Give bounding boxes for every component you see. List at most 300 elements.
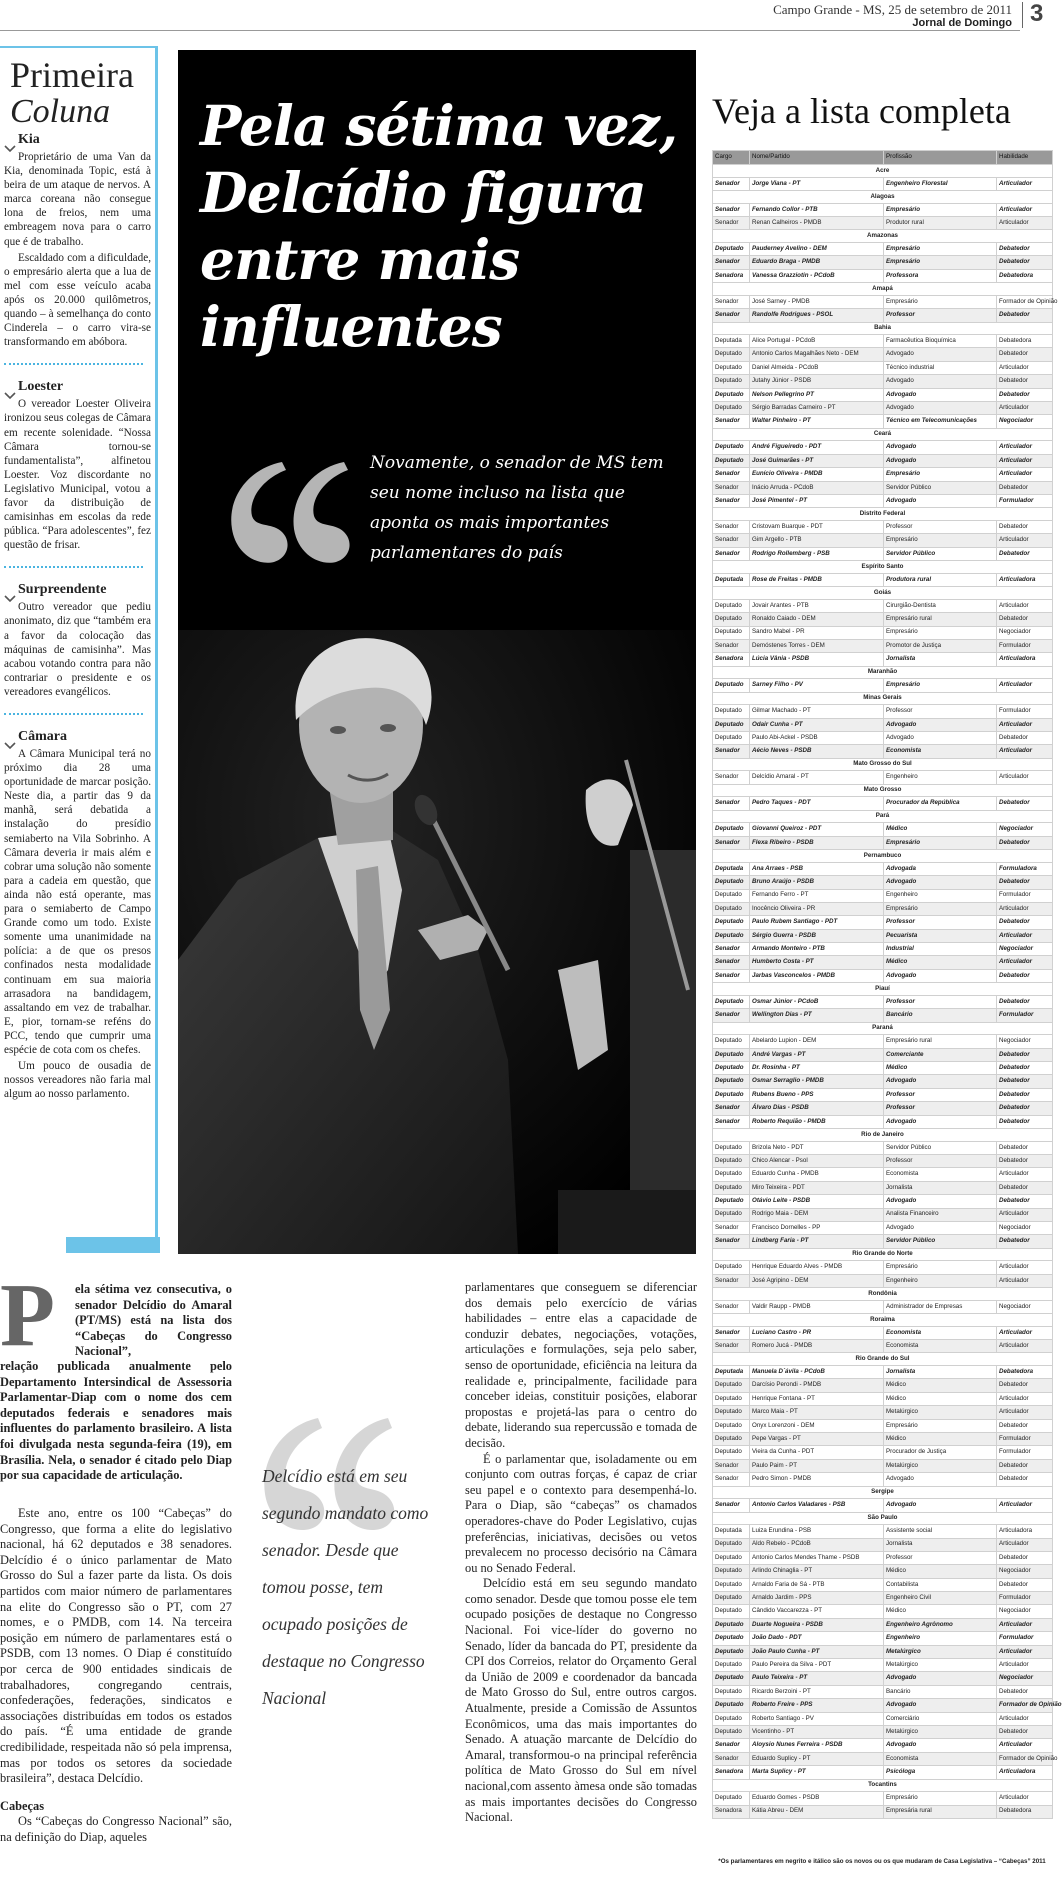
table-cell: Articuladora: [997, 1525, 1053, 1538]
table-row: [713, 599, 1053, 612]
table-cell: Deputado: [713, 679, 750, 692]
table-cell: Engenheiro: [884, 889, 997, 902]
table-cell: Debatedor: [997, 1102, 1053, 1115]
table-cell: Advogado: [884, 732, 997, 745]
article-paragraph: É o parlamentar que, isoladamente ou em conjunto com outras forças, é capaz de criar seu papel e o contexto para desempenhá-lo. Para o Diap, são “cabeças” os chamados operadores-chave do Poder Legislativo, cujas preferências, iniciativas, decisões ou vetos prevalecem no processo decisório na Câmara ou no Senado Federal.: [465, 1451, 697, 1575]
table-cell: Wellington Dias - PT: [750, 1009, 884, 1022]
section-divider: [4, 363, 143, 365]
table-row: [713, 1499, 1053, 1512]
state-row: [713, 1022, 1053, 1035]
table-cell: Deputado: [713, 1725, 750, 1738]
table-row: [713, 1035, 1053, 1048]
note-paragraph: O vereador Loester Oliveira ironizou seus colegas de Câmara em recente solenidade. “Nossa Câmara tornou-se fundamentalista”, alfinetou Loester. Voz discordante no Legislativo Municipal, votou a favor da distribuição de camisinhas em escolas da rede pública. “Para adolescentes”, fez questão de frisar.: [4, 398, 151, 552]
table-row: [713, 494, 1053, 507]
table-cell: Senador: [713, 216, 750, 229]
state-name: Goiás: [713, 587, 1053, 600]
table-cell: Gilmar Machado - PT: [750, 705, 884, 718]
table-row: [713, 626, 1053, 639]
table-cell: Servidor Público: [884, 1235, 997, 1248]
state-name: Rio de Janeiro: [713, 1128, 1053, 1141]
table-cell: Técnico em Telecomunicações: [884, 415, 997, 428]
table-cell: Professor: [884, 1102, 997, 1115]
state-row: [713, 784, 1053, 797]
table-row: [713, 876, 1053, 889]
table-row: [713, 1739, 1053, 1752]
table-row: [713, 1551, 1053, 1564]
table-cell: Deputado: [713, 1659, 750, 1672]
table-cell: Randolfe Rodrigues - PSOL: [750, 309, 884, 322]
table-cell: Economista: [884, 1752, 997, 1765]
table-row: [713, 1181, 1053, 1194]
table-cell: Senadora: [713, 1805, 750, 1818]
table-row: [713, 732, 1053, 745]
table-cell: Senadora: [713, 653, 750, 666]
table-row: [713, 995, 1053, 1008]
table-cell: Advogado: [884, 441, 997, 454]
table-cell: Paulo Pereira da Silva - PDT: [750, 1659, 884, 1672]
table-cell: Comerciário: [884, 1712, 997, 1725]
table-cell: Advogado: [884, 375, 997, 388]
state-name: Pará: [713, 810, 1053, 823]
table-cell: Formulador: [997, 1009, 1053, 1022]
table-cell: Deputado: [713, 1379, 750, 1392]
table-cell: Articulador: [997, 902, 1053, 915]
table-cell: Deputado: [713, 1432, 750, 1445]
table-cell: Debatedor: [997, 1181, 1053, 1194]
table-cell: Articulador: [997, 679, 1053, 692]
table-cell: Senador: [713, 309, 750, 322]
table-cell: Procurador da República: [884, 797, 997, 810]
table-cell: Senador: [713, 481, 750, 494]
state-name: Rondônia: [713, 1288, 1053, 1301]
table-cell: Debatedor: [997, 1062, 1053, 1075]
table-row: [713, 836, 1053, 849]
table-row: [713, 862, 1053, 875]
senator-photo: [178, 630, 696, 1254]
table-cell: Empresário: [884, 1261, 997, 1274]
table-cell: Debatedora: [997, 269, 1053, 282]
table-row: [713, 1326, 1053, 1339]
table-cell: Roberto Santiago - PV: [750, 1712, 884, 1725]
table-cell: Bancário: [884, 1685, 997, 1698]
table-cell: Senador: [713, 203, 750, 216]
table-cell: Eduardo Cunha - PMDB: [750, 1168, 884, 1181]
table-row: [713, 468, 1053, 481]
table-row: [713, 1154, 1053, 1167]
table-cell: Articulador: [997, 1645, 1053, 1658]
table-row: [713, 613, 1053, 626]
table-cell: Professor: [884, 916, 997, 929]
table-cell: Deputado: [713, 1048, 750, 1061]
table-cell: Senador: [713, 177, 750, 190]
note-title: Loester: [18, 379, 64, 395]
table-cell: Deputado: [713, 718, 750, 731]
state-name: Tocantins: [713, 1779, 1053, 1792]
table-cell: Senador: [713, 836, 750, 849]
table-cell: José Guimarães - PT: [750, 454, 884, 467]
table-cell: Debatedor: [997, 242, 1053, 255]
table-cell: Pauderney Avelino - DEM: [750, 242, 884, 255]
table-cell: Deputada: [713, 573, 750, 586]
state-name: Bahia: [713, 322, 1053, 335]
table-row: [713, 534, 1053, 547]
note-title: Kia: [18, 132, 40, 147]
table-row: [713, 1578, 1053, 1591]
table-cell: Empresário: [884, 203, 997, 216]
table-cell: Senador: [713, 1499, 750, 1512]
table-cell: Assistente social: [884, 1525, 997, 1538]
column-header: Nome/Partido: [750, 151, 884, 165]
table-cell: Metalúrgico: [884, 1645, 997, 1658]
table-cell: Delcídio Amaral - PT: [750, 771, 884, 784]
table-cell: Fernando Collor - PTB: [750, 203, 884, 216]
table-cell: Deputado: [713, 1035, 750, 1048]
table-cell: Engenheiro Civil: [884, 1592, 997, 1605]
table-cell: Articulador: [997, 1392, 1053, 1405]
table-cell: Empresário: [884, 295, 997, 308]
table-row: [713, 1406, 1053, 1419]
table-cell: Deputado: [713, 916, 750, 929]
table-cell: Francisco Dornelles - PP: [750, 1221, 884, 1234]
table-cell: Economista: [884, 745, 997, 758]
header-separator: [1022, 2, 1023, 28]
table-cell: Senador: [713, 639, 750, 652]
table-cell: Jornalista: [884, 1538, 997, 1551]
table-cell: Engenheiro Agrônomo: [884, 1618, 997, 1631]
table-cell: Jornalista: [884, 1366, 997, 1379]
article-column-3: [465, 1280, 697, 1826]
table-cell: Articulador: [997, 177, 1053, 190]
quote-mark-icon: [222, 454, 352, 574]
table-cell: Deputado: [713, 388, 750, 401]
table-cell: Professor: [884, 1154, 997, 1167]
table-cell: Deputado: [713, 375, 750, 388]
table-cell: Jorge Viana - PT: [750, 177, 884, 190]
article-column-1: [0, 1506, 232, 1845]
table-cell: Debatedor: [997, 1048, 1053, 1061]
table-cell: Articulador: [997, 929, 1053, 942]
table-cell: Negociador: [997, 1605, 1053, 1618]
table-cell: Debatedora: [997, 1805, 1053, 1818]
table-cell: Daniel Almeida - PCdoB: [750, 361, 884, 374]
table-row: [713, 745, 1053, 758]
table-cell: Articulador: [997, 599, 1053, 612]
table-cell: Deputado: [713, 705, 750, 718]
table-cell: Debatedor: [997, 1419, 1053, 1432]
table-row: [713, 1274, 1053, 1287]
table-cell: Negociador: [997, 626, 1053, 639]
table-cell: Paulo Paim - PT: [750, 1459, 884, 1472]
header-city-date: Campo Grande - MS, 25 de setembro de 2011: [773, 2, 1012, 17]
table-row: [713, 1062, 1053, 1075]
table-row: [713, 1672, 1053, 1685]
table-cell: Luiza Erundina - PSB: [750, 1525, 884, 1538]
table-cell: Odair Cunha - PT: [750, 718, 884, 731]
table-cell: Eduardo Gomes - PSDB: [750, 1792, 884, 1805]
column-note: [4, 132, 151, 349]
table-cell: Formulador: [997, 1432, 1053, 1445]
table-cell: Debatedor: [997, 348, 1053, 361]
table-cell: Deputado: [713, 599, 750, 612]
column-title-line2: Coluna: [10, 93, 111, 130]
table-cell: Flexa Ribeiro - PSDB: [750, 836, 884, 849]
table-row: [713, 177, 1053, 190]
table-cell: Debatedor: [997, 969, 1053, 982]
table-row: [713, 1446, 1053, 1459]
table-cell: Articulador: [997, 361, 1053, 374]
state-row: [713, 1128, 1053, 1141]
table-cell: Deputado: [713, 1699, 750, 1712]
table-cell: Professor: [884, 1088, 997, 1101]
table-cell: Professor: [884, 1551, 997, 1564]
table-cell: Negociador: [997, 1300, 1053, 1313]
state-row: [713, 810, 1053, 823]
table-cell: João Paulo Cunha - PT: [750, 1645, 884, 1658]
table-row: [713, 256, 1053, 269]
note-paragraph: Proprietário de uma Van da Kia, denominada Topic, está à beira de um ataque de nervos. A marca coreana não consegue lona de freios, nem uma embreagem nova para o carro que é de trabalho.: [4, 151, 151, 248]
table-cell: Médico: [884, 1432, 997, 1445]
table-cell: Articulador: [997, 203, 1053, 216]
table-row: [713, 1592, 1053, 1605]
table-cell: Gim Argello - PTB: [750, 534, 884, 547]
chevron-down-icon: [4, 144, 16, 154]
article-lead: ela sétima vez consecutiva, o senador Delcídio do Amaral (PT/MS) está na lista dos “Cabeças do Congresso Nacional”,: [75, 1282, 232, 1359]
table-cell: Jovair Arantes - PTB: [750, 599, 884, 612]
table-cell: Senador: [713, 943, 750, 956]
table-row: [713, 1645, 1053, 1658]
table-row: [713, 1659, 1053, 1672]
section-divider: [4, 713, 143, 715]
table-cell: Articulador: [997, 1208, 1053, 1221]
state-name: Amazonas: [713, 230, 1053, 243]
table-cell: Antonio Carlos Valadares - PSB: [750, 1499, 884, 1512]
chevron-down-icon: [4, 741, 16, 751]
table-cell: Deputado: [713, 1685, 750, 1698]
table-cell: Cirurgião-Dentista: [884, 599, 997, 612]
table-cell: Deputada: [713, 862, 750, 875]
article-paragraph: Este ano, entre os 100 “Cabeças” do Congresso, que forma a elite do legislativo nacional, há 62 deputados e 38 senadores. Delcídio é o único parlamentar de Mato Grosso do Sul a fazer parte da lista. Os dois partidos com maior número de parlamentares na elite do Congresso são o PT, com 27 nomes, e o PMDB, com 14. Na terceira posição em número de parlamentares está o PSDB, com 13 nomes. O Diap é constituído por cerca de 900 entidades sindicais de trabalhadores, congregando centrais, confederações, federações, sindicatos e associações distribuídas em todos os estados do país. “É uma entidade de grande credibilidade, respeitada não só pela imprensa, mas por todos os setores da sociedade brasileira”, destaca Delcídio.: [0, 1506, 232, 1786]
table-row: [713, 481, 1053, 494]
table-cell: Deputado: [713, 1075, 750, 1088]
table-row: [713, 1048, 1053, 1061]
table-cell: Articulador: [997, 1792, 1053, 1805]
table-cell: Aldo Rebelo - PCdoB: [750, 1538, 884, 1551]
table-cell: Antonio Carlos Mendes Thame - PSDB: [750, 1551, 884, 1564]
table-cell: Formulador: [997, 639, 1053, 652]
table-cell: Debatedor: [997, 876, 1053, 889]
state-name: Piauí: [713, 983, 1053, 996]
page-header: [773, 2, 1012, 30]
table-cell: Produtora rural: [884, 573, 997, 586]
table-row: [713, 1300, 1053, 1313]
column-note: [4, 582, 151, 699]
table-row: [713, 388, 1053, 401]
table-cell: Deputado: [713, 1551, 750, 1564]
table-cell: Dr. Rosinha - PT: [750, 1062, 884, 1075]
table-cell: Debatedora: [997, 1366, 1053, 1379]
table-cell: Articulador: [997, 1499, 1053, 1512]
table-cell: Articulador: [997, 468, 1053, 481]
table-cell: Empresário: [884, 1792, 997, 1805]
table-cell: Roberto Freire - PPS: [750, 1699, 884, 1712]
feature-panel: [178, 50, 696, 1254]
table-cell: Empresário: [884, 534, 997, 547]
article-subhead: Cabeças: [0, 1798, 45, 1813]
table-cell: Formulador: [997, 1592, 1053, 1605]
state-row: [713, 1314, 1053, 1327]
table-cell: Formulador: [997, 1632, 1053, 1645]
table-cell: Vicentinho - PT: [750, 1725, 884, 1738]
table-cell: Médico: [884, 956, 997, 969]
table-cell: Deputada: [713, 1366, 750, 1379]
table-cell: Deputado: [713, 1208, 750, 1221]
table-cell: Empresário: [884, 626, 997, 639]
table-cell: Miro Teixeira - PDT: [750, 1181, 884, 1194]
table-cell: Deputado: [713, 1645, 750, 1658]
table-cell: Deputado: [713, 929, 750, 942]
table-cell: Engenheiro Florestal: [884, 177, 997, 190]
state-name: Paraná: [713, 1022, 1053, 1035]
note-paragraph: Um pouco de ousadia de nossos vereadores não faria mal algum ao nosso parlamento.: [4, 1060, 151, 1101]
column-sections: [4, 132, 151, 1101]
state-name: Mato Grosso do Sul: [713, 758, 1053, 771]
table-cell: Debatedor: [997, 995, 1053, 1008]
chevron-down-icon: [4, 391, 16, 401]
table-cell: Bruno Araújo - PSDB: [750, 876, 884, 889]
table-row: [713, 1432, 1053, 1445]
state-row: [713, 983, 1053, 996]
table-cell: Antonio Carlos Magalhães Neto - DEM: [750, 348, 884, 361]
table-cell: Debatedor: [997, 1685, 1053, 1698]
table-cell: Senador: [713, 547, 750, 560]
table-cell: Pepe Vargas - PT: [750, 1432, 884, 1445]
table-cell: Aloysio Nunes Ferreira - PSDB: [750, 1739, 884, 1752]
table-cell: Deputado: [713, 1618, 750, 1631]
table-row: [713, 1605, 1053, 1618]
table-cell: Deputado: [713, 1605, 750, 1618]
table-cell: Debatedor: [997, 797, 1053, 810]
table-cell: Paulo Teixeira - PT: [750, 1672, 884, 1685]
column-header: Habilidade: [997, 151, 1053, 165]
table-cell: Advogado: [884, 1739, 997, 1752]
table-cell: Deputado: [713, 995, 750, 1008]
table-row: [713, 1075, 1053, 1088]
table-cell: Jarbas Vasconcelos - PMDB: [750, 969, 884, 982]
table-row: [713, 1009, 1053, 1022]
table-cell: Deputado: [713, 361, 750, 374]
table-cell: Articulador: [997, 1659, 1053, 1672]
list-footnote: *Os parlamentares em negrito e itálico são os novos ou os que mudaram de Casa Legislativa – “Cabeças” 2011: [718, 1858, 1046, 1865]
table-cell: Metalúrgico: [884, 1406, 997, 1419]
state-name: Maranhão: [713, 666, 1053, 679]
table-cell: Senador: [713, 494, 750, 507]
table-cell: Economista: [884, 1326, 997, 1339]
table-cell: Médico: [884, 1062, 997, 1075]
table-cell: Advogado: [884, 1473, 997, 1486]
table-cell: Deputado: [713, 1419, 750, 1432]
table-cell: Articulador: [997, 1261, 1053, 1274]
table-cell: Professor: [884, 520, 997, 533]
table-cell: Metalúrgico: [884, 1659, 997, 1672]
table-cell: Roberto Requião - PMDB: [750, 1115, 884, 1128]
table-cell: Renan Calheiros - PMDB: [750, 216, 884, 229]
table-header-row: [713, 151, 1053, 165]
table-cell: Servidor Público: [884, 547, 997, 560]
table-cell: Senador: [713, 745, 750, 758]
table-cell: Advogada: [884, 862, 997, 875]
table-cell: Deputado: [713, 402, 750, 415]
table-cell: José Agripino - DEM: [750, 1274, 884, 1287]
table-cell: Debatedor: [997, 388, 1053, 401]
table-cell: Articulador: [997, 402, 1053, 415]
table-cell: Senador: [713, 1235, 750, 1248]
table-cell: Debatedor: [997, 836, 1053, 849]
state-name: Rio Grande do Sul: [713, 1353, 1053, 1366]
table-cell: Empresário: [884, 902, 997, 915]
table-cell: Empresário: [884, 468, 997, 481]
state-name: Acre: [713, 165, 1053, 178]
table-cell: Formador de Opinião: [997, 1699, 1053, 1712]
table-cell: Senador: [713, 1115, 750, 1128]
table-cell: Debatedor: [997, 547, 1053, 560]
table-cell: Deputado: [713, 1406, 750, 1419]
table-cell: Debatedor: [997, 1141, 1053, 1154]
table-row: [713, 1168, 1053, 1181]
table-cell: Senador: [713, 1459, 750, 1472]
table-cell: Deputado: [713, 1392, 750, 1405]
table-cell: Articulador: [997, 1340, 1053, 1353]
table-cell: Ronaldo Caiado - DEM: [750, 613, 884, 626]
table-cell: Kátia Abreu - DEM: [750, 1805, 884, 1818]
table-cell: Lúcia Vânia - PSDB: [750, 653, 884, 666]
table-cell: Psicóloga: [884, 1766, 997, 1779]
table-row: [713, 1102, 1053, 1115]
table-cell: José Pimentel - PT: [750, 494, 884, 507]
table-row: [713, 454, 1053, 467]
chevron-down-icon: [4, 594, 16, 604]
state-name: Ceará: [713, 428, 1053, 441]
table-cell: Promotor de Justiça: [884, 639, 997, 652]
drop-cap: P: [0, 1266, 55, 1365]
table-cell: Empresário: [884, 256, 997, 269]
table-cell: Médico: [884, 1392, 997, 1405]
table-cell: Deputado: [713, 1578, 750, 1591]
table-cell: Administrador de Empresas: [884, 1300, 997, 1313]
table-cell: Deputada: [713, 335, 750, 348]
table-cell: Servidor Público: [884, 1141, 997, 1154]
table-cell: Articulador: [997, 441, 1053, 454]
state-name: Rio Grande do Norte: [713, 1248, 1053, 1261]
table-cell: Empresário: [884, 836, 997, 849]
table-row: [713, 520, 1053, 533]
table-row: [713, 335, 1053, 348]
table-row: [713, 1792, 1053, 1805]
table-cell: Negociador: [997, 823, 1053, 836]
state-row: [713, 561, 1053, 574]
table-cell: Senador: [713, 1300, 750, 1313]
table-cell: Empresário: [884, 679, 997, 692]
state-row: [713, 230, 1053, 243]
table-cell: Médico: [884, 1605, 997, 1618]
table-row: [713, 242, 1053, 255]
table-cell: Arlindo Chinaglia - PT: [750, 1565, 884, 1578]
table-cell: Debatedor: [997, 916, 1053, 929]
table-cell: Jornalista: [884, 1181, 997, 1194]
table-row: [713, 1340, 1053, 1353]
table-row: [713, 1459, 1053, 1472]
table-cell: Senadora: [713, 269, 750, 282]
table-cell: Empresário rural: [884, 1035, 997, 1048]
